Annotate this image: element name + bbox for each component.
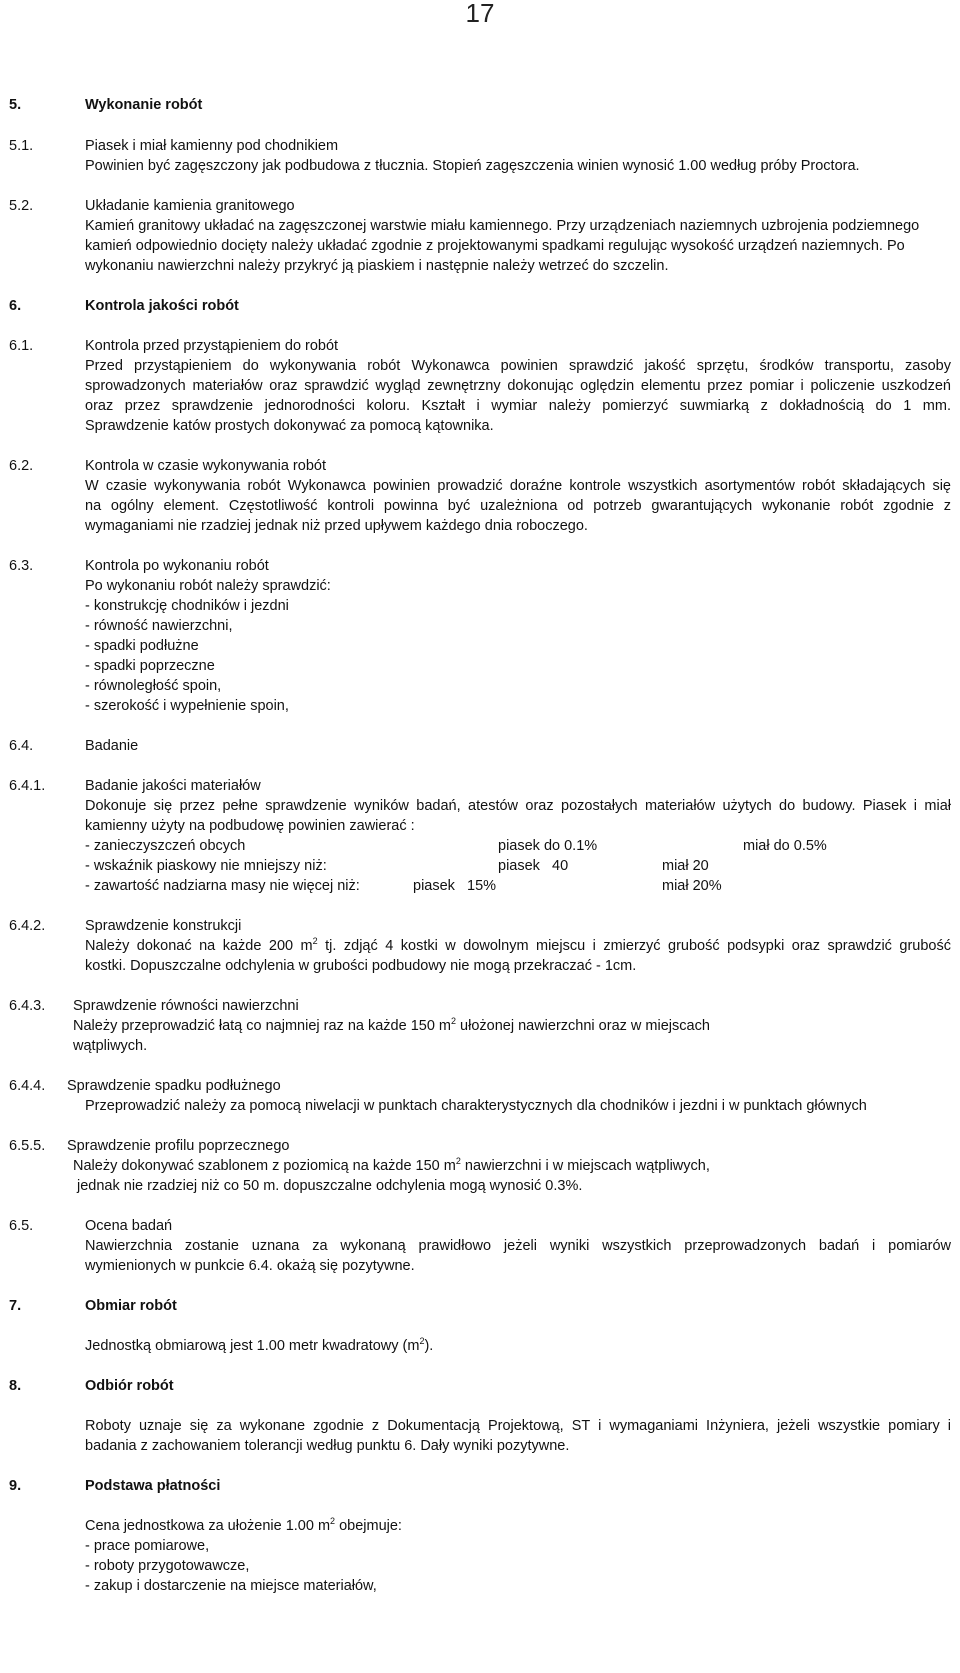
paragraph-line: wymienionych w punkcie 6.4. okażą się pozytywne. [85, 1258, 415, 1274]
section-6-3-title: Kontrola po wykonaniu robót [85, 558, 269, 574]
section-5-2-line: Kamień granitowy układać na zagęszczonej warstwie miału kamiennego. Przy urządzeniach naziemnych uzbrojenia podziemnego [85, 218, 920, 234]
paragraph-line: Sprawdzenie katów prostych dokonywać za pomocą kątownika. [85, 418, 494, 434]
section-6-5-number: 6.5. [9, 1218, 34, 1234]
section-6-1-number: 6.1. [9, 338, 34, 354]
section-6-5-5-title: Sprawdzenie profilu poprzecznego [67, 1138, 290, 1154]
material-row-sand: piasek 40 [498, 858, 569, 874]
section-6-5-5-number: 6.5.5. [9, 1138, 46, 1154]
section-6-4-3-line: Należy przeprowadzić łatą co najmniej raz na każde 150 $m^2$ ułożonej nawierzchni oraz w miejscach [73, 1016, 710, 1034]
section-6-4-1-paragraph [85, 796, 951, 836]
list-item: - szerokość i wypełnienie spoin, [85, 698, 289, 714]
list-item: - roboty przygotowawcze, [85, 1558, 250, 1574]
section-6-title: Kontrola jakości robót [85, 298, 239, 314]
section-5-1-number: 5.1. [9, 138, 34, 154]
section-6-4-3-number: 6.4.3. [9, 998, 46, 1014]
section-6-4-4-title: Sprawdzenie spadku podłużnego [67, 1078, 281, 1094]
paragraph-line: na ogólny element. Częstotliwość kontroli powinna być uzależniona od potrzeb gwarantujących wykonanie robót zgodnie z [85, 498, 951, 514]
list-item: - prace pomiarowe, [85, 1538, 210, 1554]
section-8-paragraph [85, 1416, 951, 1456]
paragraph-line: Należy dokonać na każde 200 $m^2$ tj. zdjąć 4 kostki w dowolnym miejscu i zmierzyć grubość podsypki oraz sprawdzić grubość [85, 936, 951, 954]
material-row-dust: miał 20 [662, 858, 709, 874]
material-row-sand: piasek do 0.1% [498, 838, 598, 854]
paragraph-line: wymaganiami nie rzadziej jednak niż przed upływem każdego dnia roboczego. [85, 518, 588, 534]
list-item: - równość nawierzchni, [85, 618, 233, 634]
section-9-number: 9. [9, 1478, 22, 1494]
paragraph-line: Roboty uznaje się za wykonane zgodnie z Dokumentacją Projektową, ST i wymaganiami Inżyniera, jeżeli wszystkie pomiary i [85, 1418, 951, 1434]
section-6-5-5-line: jednak nie rzadziej niż co 50 m. dopuszczalne odchylenia mogą wynosić 0.3%. [77, 1178, 583, 1194]
material-row-label: - zawartość nadziarna masy nie więcej niż: [85, 878, 360, 894]
list-item: - zakup i dostarczenie na miejsce materiałów, [85, 1578, 377, 1594]
section-6-4-2-title: Sprawdzenie konstrukcji [85, 918, 242, 934]
section-6-number: 6. [9, 298, 22, 314]
section-5-2-title: Układanie kamienia granitowego [85, 198, 295, 214]
section-7-number: 7. [9, 1298, 22, 1314]
list-item: - spadki podłużne [85, 638, 199, 654]
paragraph-line: Nawierzchnia zostanie uznana za wykonaną prawidłowo jeżeli wyniki wszystkich przeprowadzonych badań i pomiarów [85, 1238, 951, 1254]
paragraph-line: Dokonuje się przez pełne sprawdzenie wyników badań, atestów oraz pozostałych materiałów użytych do budowy. Piasek i miał [85, 798, 951, 814]
paragraph-line: kamienny użyty na podbudowę powinien zawierać : [85, 818, 415, 834]
section-7-title: Obmiar robót [85, 1298, 177, 1314]
section-6-1-title: Kontrola przed przystąpieniem do robót [85, 338, 339, 354]
section-6-3-intro: Po wykonaniu robót należy sprawdzić: [85, 578, 331, 594]
section-6-2-paragraph [85, 476, 951, 536]
material-row-label: - wskaźnik piaskowy nie mniejszy niż: [85, 858, 327, 874]
section-6-4-number: 6.4. [9, 738, 34, 754]
section-5-2-number: 5.2. [9, 198, 34, 214]
section-5-1-text: Powinien być zagęszczony jak podbudowa z tłucznia. Stopień zagęszczenia winien wynosić 1.00 według próby Proctora. [85, 158, 860, 174]
material-row-dust: miał do 0.5% [743, 838, 827, 854]
section-6-2-number: 6.2. [9, 458, 34, 474]
section-6-3-number: 6.3. [9, 558, 34, 574]
section-5-number: 5. [9, 97, 22, 113]
section-6-5-paragraph [85, 1236, 951, 1276]
section-6-2-title: Kontrola w czasie wykonywania robót [85, 458, 326, 474]
paragraph-line: Przed przystąpieniem do wykonywania robót Wykonawca powinien sprawdzić jakość sprzętu, środków transportu, zasoby [85, 358, 951, 374]
list-item: - spadki poprzeczne [85, 658, 215, 674]
list-item: - równoległość spoin, [85, 678, 222, 694]
section-7-line: Jednostką obmiarową jest 1.00 metr kwadratowy $(m^2)$. [85, 1336, 434, 1354]
material-row-dust: miał 20% [662, 878, 722, 894]
section-6-4-4-number: 6.4.4. [9, 1078, 46, 1094]
section-6-1-paragraph [85, 356, 951, 436]
section-8-number: 8. [9, 1378, 22, 1394]
section-5-2-line: kamień odpowiednio docięty należy układać zgodnie z projektowanymi spadkami regulując wysokość urządzeń naziemnych. Po [85, 238, 905, 254]
paragraph-line: W czasie wykonywania robót Wykonawca powinien prowadzić doraźne kontrole wszystkich asortymentów robót składających się [85, 478, 951, 494]
paragraph-line: sprowadzonych materiałów oraz sprawdzić wygląd zewnętrzny dokonując oględzin elementu przez pomiar i policzenie uszkodzeń [85, 378, 951, 394]
section-6-4-1-title: Badanie jakości materiałów [85, 778, 261, 794]
section-5-title: Wykonanie robót [85, 97, 203, 113]
page-number: 17 [465, 0, 495, 28]
section-6-4-3-line: wątpliwych. [73, 1038, 148, 1054]
section-5-2-line: wykonaniu nawierzchni należy przykryć ją piaskiem i następnie należy wetrzeć do szczelin. [85, 258, 669, 274]
section-6-4-2-number: 6.4.2. [9, 918, 46, 934]
material-row-label: - zanieczyszczeń obcych [85, 838, 246, 854]
section-6-4-title: Badanie [85, 738, 139, 754]
section-6-4-3-title: Sprawdzenie równości nawierzchni [73, 998, 299, 1014]
list-item: - konstrukcję chodników i jezdni [85, 598, 289, 614]
section-6-4-2-paragraph [85, 936, 951, 976]
section-9-title: Podstawa płatności [85, 1478, 221, 1494]
material-row-sand: piasek 15% [413, 878, 497, 894]
section-6-4-4-line: Przeprowadzić należy za pomocą niwelacji w punktach charakterystycznych dla chodników i jezdni i w punktach głównych [85, 1098, 867, 1114]
paragraph-line: badania z zachowaniem tolerancji według punktu 6. Dały wyniki pozytywne. [85, 1438, 570, 1454]
section-6-4-1-number: 6.4.1. [9, 778, 46, 794]
section-5-1-title: Piasek i miał kamienny pod chodnikiem [85, 138, 339, 154]
paragraph-line: kostki. Dopuszczalne odchylenia w grubości podbudowy nie mogą przekraczać - 1cm. [85, 958, 637, 974]
section-6-5-title: Ocena badań [85, 1218, 173, 1234]
section-6-5-5-line: Należy dokonywać szablonem z poziomicą na każde 150 $m^2$ nawierzchni i w miejscach wątpliwych, [73, 1156, 710, 1174]
section-9-line: Cena jednostkowa za ułożenie 1.00 $m^2$ obejmuje: [85, 1516, 402, 1534]
paragraph-line: oraz przez sprawdzenie jednorodności koloru. Kształt i wymiar należy pomierzyć suwmiarką z dokładnością do 1 mm. [85, 398, 951, 414]
section-8-title: Odbiór robót [85, 1378, 174, 1394]
